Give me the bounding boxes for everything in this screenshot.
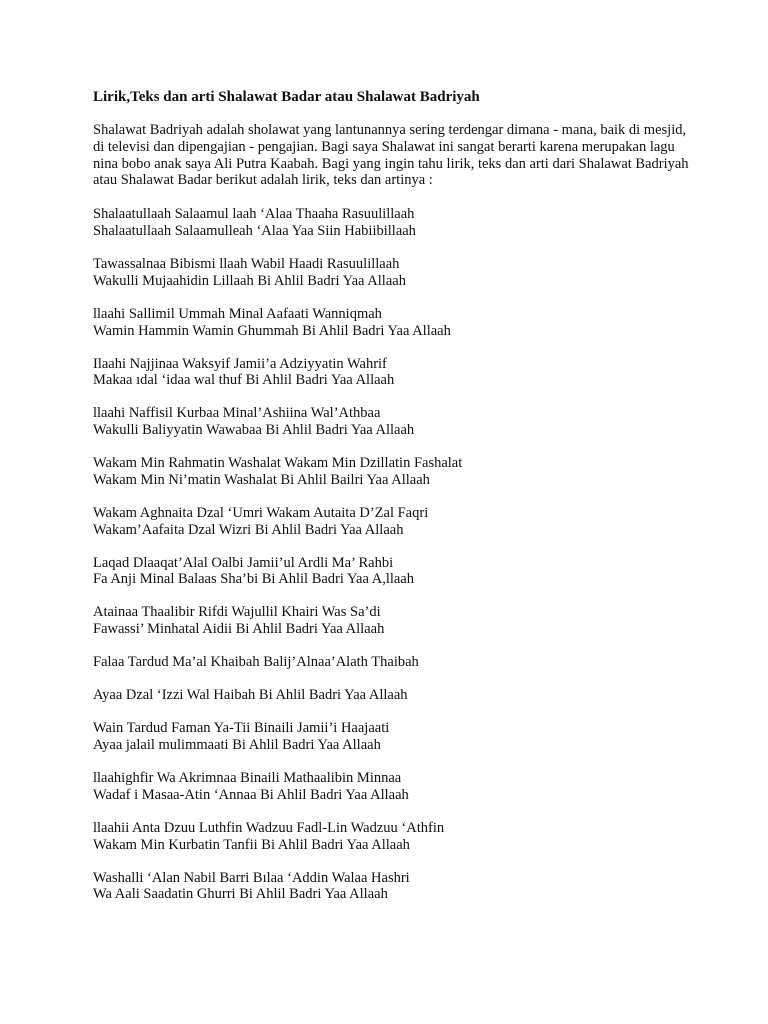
lyric-line: Wadaf i Masaa-Atin ‘Annaa Bi Ahlil Badri Yaa Allaah	[93, 786, 409, 803]
lyric-line: Makaa ıdal ‘idaa wal thuf Bi Ahlil Badri Yaa Allaah	[93, 372, 395, 389]
lyric-line: Laqad Dlaaqat’Alal Oalbi Jamii’ul Ardli Ma’ Rahbi	[93, 554, 394, 571]
lyric-line: llaahighfir Wa Akrimnaa Binaili Mathaalibin Minnaa	[93, 769, 402, 786]
lyric-stanza	[93, 356, 693, 390]
lyric-stanza	[93, 770, 693, 804]
lyric-line: Shalaatullaah Salaamulleah ‘Alaa Yaa Siin Habiibillaah	[93, 222, 416, 239]
lyric-line: Ayaa Dzal ‘Izzi Wal Haibah Bi Ahlil Badri Yaa Allaah	[93, 687, 408, 704]
document-page	[93, 88, 693, 919]
lyric-line: Wakam Aghnaita Dzal ‘Umri Wakam Autaita D’Zal Faqri	[93, 504, 429, 521]
lyric-line: Ayaa jalail mulimmaati Bi Ahlil Badri Yaa Allaah	[93, 736, 381, 753]
lyric-line: llaahi Naffisil Kurbaa Minal’Ashiina Wal’Athbaa	[93, 405, 381, 422]
lyric-stanza	[93, 555, 693, 589]
lyric-stanza	[93, 505, 693, 539]
lyric-line: llaahi Sallimil Ummah Minal Aafaati Wanniqmah	[93, 305, 382, 322]
lyric-stanza	[93, 720, 693, 754]
document-title: Lirik,Teks dan arti Shalawat Badar atau Shalawat Badriyah	[93, 89, 480, 105]
lyric-line: Wakam Min Kurbatin Tanfii Bi Ahlil Badri Yaa Allaah	[93, 836, 410, 853]
lyric-line: Wakulli Mujaahidin Lillaah Bi Ahlil Badri Yaa Allaah	[93, 272, 406, 289]
lyric-line: Wakulli Baliyyatin Wawabaa Bi Ahlil Badri Yaa Allaah	[93, 422, 415, 439]
lyric-stanza	[93, 654, 693, 671]
lyric-line: Wakam Min Ni’matin Washalat Bi Ahlil Bailri Yaa Allaah	[93, 471, 430, 488]
lyric-line: Wamin Hammin Wamin Ghummah Bi Ahlil Badri Yaa Allaah	[93, 322, 451, 339]
lyric-stanza	[93, 256, 693, 290]
lyric-stanza	[93, 604, 693, 638]
lyric-stanza	[93, 687, 693, 704]
lyric-line: Wakam’Aafaita Dzal Wizri Bi Ahlil Badri Yaa Allaah	[93, 521, 404, 538]
lyric-stanza	[93, 405, 693, 439]
intro-paragraph: Shalawat Badriyah adalah sholawat yang lantunannya sering terdengar dimana - mana, baik di mesjid, di televisi dan dipengajian - pengajian. Bagi saya Shalawat ini sangat berarti karena merupakan lagu nina bobo anak saya Ali Putra Kaabah. Bagi yang ingin tahu lirik, teks dan arti dari Shalawat Badriyah atau Shalawat Badar berikut adalah lirik, teks dan artinya :	[93, 122, 689, 189]
lyric-line: Washalli ‘Alan Nabil Barri Bılaa ‘Addin Walaa Hashri	[93, 869, 410, 886]
lyric-line: Fawassi’ Minhatal Aidii Bi Ahlil Badri Yaa Allaah	[93, 621, 385, 638]
lyric-line: Wakam Min Rahmatin Washalat Wakam Min Dzillatin Fashalat	[93, 455, 463, 472]
lyric-line: Wain Tardud Faman Ya-Tii Binaili Jamii’i Haajaati	[93, 720, 390, 737]
lyric-line: Wa Aali Saadatin Ghurri Bi Ahlil Badri Yaa Allaah	[93, 886, 388, 903]
lyric-line: Fa Anji Minal Balaas Sha’bi Bi Ahlil Badri Yaa A,llaah	[93, 571, 414, 588]
lyric-stanza	[93, 870, 693, 904]
lyric-line: Atainaa Thaalibir Rifdi Wajullil Khairi Was Sa’di	[93, 604, 381, 621]
lyric-line: Falaa Tardud Ma’al Khaibah Balij’Alnaa’Alath Thaibah	[93, 654, 419, 671]
lyric-stanza	[93, 206, 693, 240]
lyric-stanza	[93, 455, 693, 489]
lyric-stanza	[93, 306, 693, 340]
lyric-line: Ilaahi Najjinaa Waksyif Jamii’a Adziyyatin Wahrif	[93, 355, 387, 372]
lyric-line: Shalaatullaah Salaamul laah ‘Alaa Thaaha Rasuulillaah	[93, 206, 415, 223]
lyric-stanza	[93, 820, 693, 854]
lyric-line: Tawassalnaa Bibismi llaah Wabil Haadi Rasuulillaah	[93, 255, 400, 272]
lyrics-section	[93, 206, 693, 903]
lyric-line: llaahii Anta Dzuu Luthfin Wadzuu Fadl-Lin Wadzuu ‘Athfin	[93, 819, 445, 836]
